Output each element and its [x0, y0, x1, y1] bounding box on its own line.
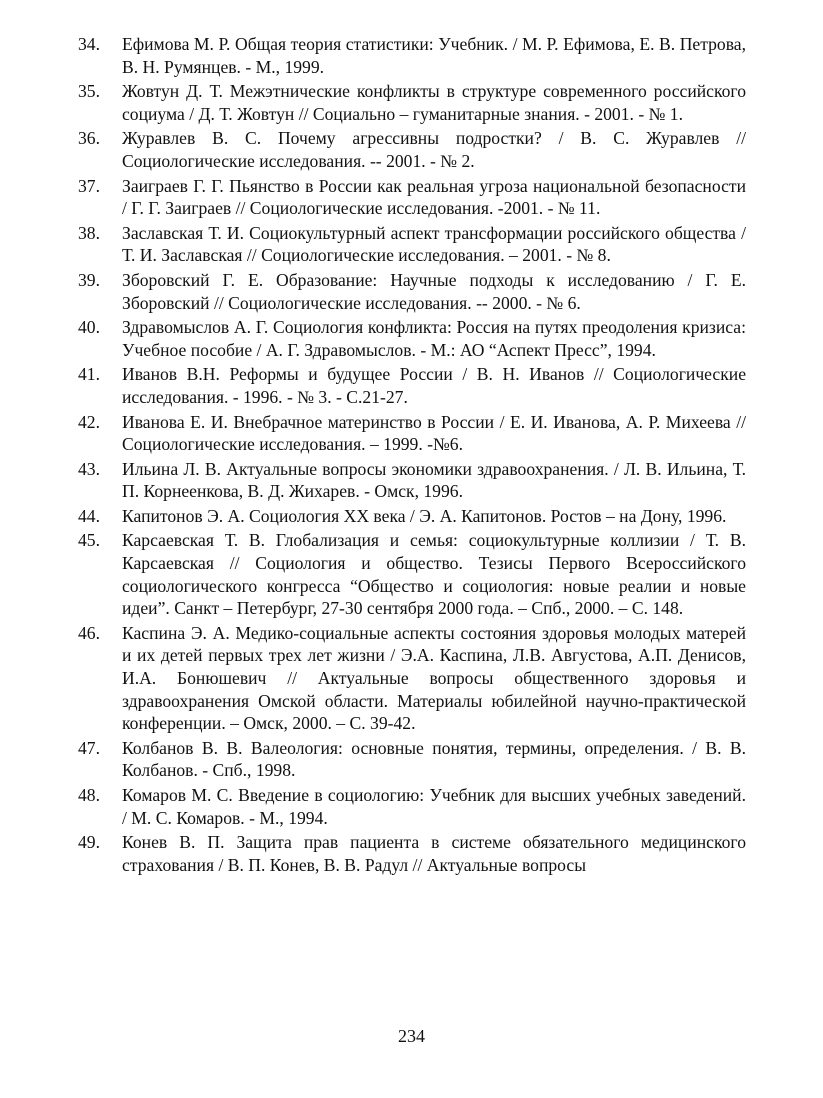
reference-text: Каспина Э. А. Медико-социальные аспекты состояния здоровья молодых матерей и их детей первых трех лет жизни / Э.А. Каспина, Л.В. Августова, А.П. Денисов, И.А. Бонюшевич // Актуальные вопросы общественного здоровья и здравоохранения Омской области. Материалы юбилейной научно-практической конференции. – Омск, 2000. – С. 39-42.	[122, 622, 746, 734]
reference-text: Комаров М. С. Введение в социологию: Учебник для высших учебных заведений. / М. С. Комаров. - М., 1994.	[122, 785, 746, 828]
reference-number: 46.	[78, 622, 100, 643]
reference-item	[78, 127, 746, 172]
reference-item	[78, 33, 746, 78]
reference-item	[78, 505, 746, 528]
reference-item	[78, 363, 746, 408]
reference-text: Иванова Е. И. Внебрачное материнство в России / Е. И. Иванова, А. Р. Михеева // Социологические исследования. – 1999. -№6.	[122, 411, 746, 455]
reference-text: Ефимова М. Р. Общая теория статистики: Учебник. / М. Р. Ефимова, Е. В. Петрова, В. Н. Румянцев. - М., 1999.	[122, 34, 746, 77]
reference-number: 47.	[78, 737, 100, 758]
reference-text: Заславская Т. И. Социокультурный аспект трансформации российского общества / Т. И. Заславская // Социологические исследования. – 2001. - № 8.	[122, 222, 746, 266]
reference-number: 44.	[78, 505, 100, 526]
reference-number: 38.	[78, 222, 100, 243]
reference-text: Колбанов В. В. Валеология: основные понятия, термины, определения. / В. В. Колбанов. - Спб., 1998.	[122, 737, 746, 781]
reference-text: Заиграев Г. Г. Пьянство в России как реальная угроза национальной безопасности / Г. Г. Заиграев // Социологические исследования. -2001. - № 11.	[122, 175, 746, 219]
reference-item	[78, 622, 746, 735]
reference-number: 49.	[78, 832, 100, 853]
reference-item	[78, 222, 746, 267]
reference-number: 39.	[78, 269, 100, 290]
reference-text: Карсаевская Т. В. Глобализация и семья: социокультурные коллизии / Т. В. Карсаевская // Социология и общество. Тезисы Первого Всероссийского социологического конгресса “Общество и социология: новые реалии и новые идеи”. Санкт – Петербург, 27-30 сентября 2000 года. – Спб., 2000. – С. 148.	[122, 530, 746, 619]
reference-number: 48.	[78, 785, 100, 805]
reference-item	[78, 316, 746, 361]
reference-item	[78, 411, 746, 456]
reference-text: Иванов В.Н. Реформы и будущее России / В. Н. Иванов // Социологические исследования. - 1996. - № 3. - С.21-27.	[122, 364, 746, 407]
reference-text: Зборовский Г. Е. Образование: Научные подходы к исследованию / Г. Е. Зборовский // Социологические исследования. -- 2000. - № 6.	[122, 269, 746, 313]
reference-number: 36.	[78, 128, 100, 149]
reference-number: 35.	[78, 81, 100, 102]
reference-item	[78, 458, 746, 503]
reference-list	[78, 33, 746, 878]
reference-number: 43.	[78, 458, 100, 479]
reference-item	[78, 784, 746, 829]
reference-item	[78, 175, 746, 220]
reference-text: Капитонов Э. А. Социология XX века / Э. А. Капитонов. Ростов – на Дону, 1996.	[122, 505, 727, 526]
reference-text: Конев В. П. Защита прав пациента в системе обязательного медицинского страхования / В. П. Конев, В. В. Радул // Актуальные вопросы	[122, 832, 746, 875]
page-number: 234	[398, 1026, 425, 1046]
reference-item	[78, 831, 746, 876]
reference-number: 45.	[78, 530, 100, 551]
reference-number: 37.	[78, 175, 100, 196]
reference-number: 42.	[78, 411, 100, 432]
reference-text: Ильина Л. В. Актуальные вопросы экономики здравоохранения. / Л. В. Ильина, Т. П. Корнеенкова, В. Д. Жихарев. - Омск, 1996.	[122, 458, 746, 502]
reference-item	[78, 269, 746, 314]
reference-item	[78, 737, 746, 782]
reference-number: 34.	[78, 34, 100, 54]
reference-number: 40.	[78, 317, 100, 338]
reference-text: Здравомыслов А. Г. Социология конфликта: Россия на путях преодоления кризиса: Учебное пособие / А. Г. Здравомыслов. - М.: АО “Аспект Пресс”, 1994.	[122, 317, 746, 360]
reference-number: 41.	[78, 364, 100, 385]
reference-item	[78, 80, 746, 125]
reference-text: Жовтун Д. Т. Межэтнические конфликты в структуре современного российского социума / Д. Т. Жовтун // Социально – гуманитарные знания. - 2001. - № 1.	[122, 81, 746, 124]
reference-item	[78, 529, 746, 619]
reference-text: Журавлев В. С. Почему агрессивны подростки? / В. С. Журавлев // Социологические исследования. -- 2001. - № 2.	[122, 128, 746, 171]
